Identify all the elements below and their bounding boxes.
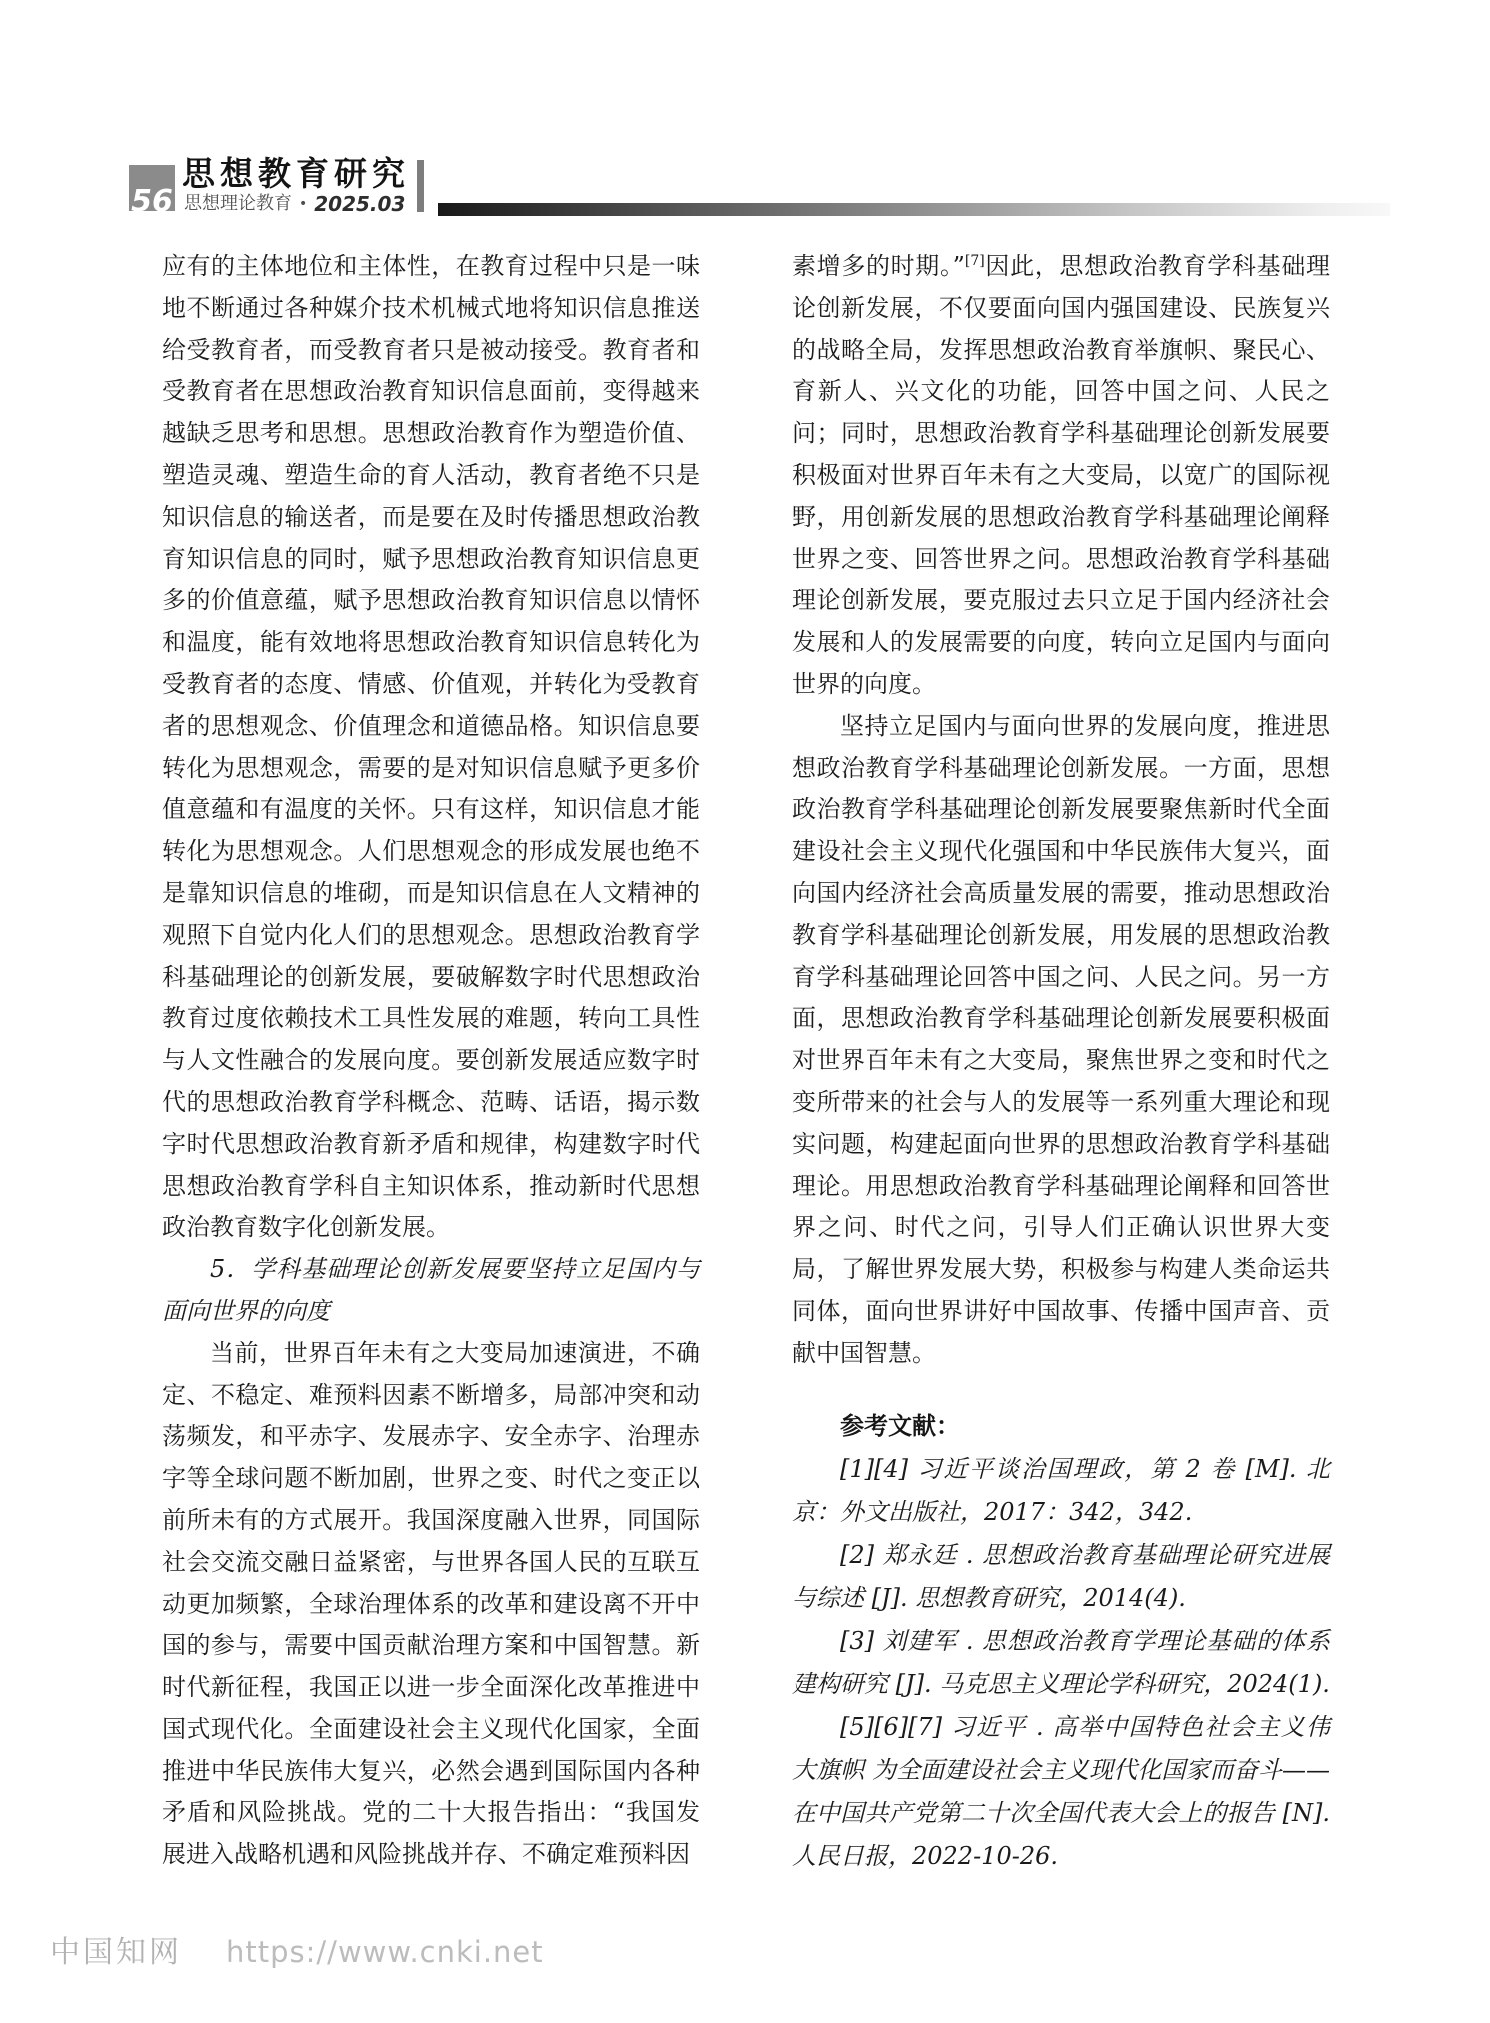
cnki-watermark: [50, 1935, 544, 1970]
cnki-site-name: 中国知网: [50, 1935, 182, 1970]
issue-number: 2025.03: [314, 192, 406, 216]
journal-title: 思想教育研究: [182, 154, 410, 193]
cnki-site-url: https://www.cnki.net: [226, 1935, 544, 1969]
text-before-footnote: 素增多的时期。”: [792, 252, 965, 280]
right-column: [792, 246, 1330, 1878]
left-column: [162, 246, 700, 1876]
bullet-separator-icon: •: [299, 196, 308, 212]
text-after-footnote: 因此，思想政治教育学科基础理论创新发展，不仅要面向国内强国建设、民族复兴的战略全局，发挥思想政治教育举旗帜、聚民心、育新人、兴文化的功能，回答中国之问、人民之问；同时，思想政治教育学科基础理论创新发展要积极面对世界百年未有之大变局，以宽广的国际视野，用创新发展的思想政治教育学科基础理论阐释世界之变、回答世界之问。思想政治教育学科基础理论创新发展，要克服过去只立足于国内经济社会发展和人的发展需要的向度，转向立足国内与面向世界的向度。: [792, 252, 1330, 698]
reference-entry: [3] 刘建军 . 思想政治教育学理论基础的体系建构研究 [J]. 马克思主义理论学科研究，2024(1).: [792, 1626, 1330, 1698]
page-number: 56: [131, 184, 173, 219]
journal-subtitle-row: [184, 194, 405, 214]
page-number-badge: [129, 165, 175, 219]
body-paragraph: 坚持立足国内与面向世界的发展向度，推进思想政治教育学科基础理论创新发展。一方面，思想政治教育学科基础理论创新发展要聚焦新时代全面建设社会主义现代化强国和中华民族伟大复兴，面向国内经济社会高质量发展的需要，推动思想政治教育学科基础理论创新发展，用发展的思想政治教育学科基础理论回答中国之问、人民之问。另一方面，思想政治教育学科基础理论创新发展要积极面对世界百年未有之大变局，聚焦世界之变和时代之变所带来的社会与人的发展等一系列重大理论和现实问题，构建起面向世界的思想政治教育学科基础理论。用思想政治教育学科基础理论阐释和回答世界之问、时代之问，引导人们正确认识世界大变局，了解世界发展大势，积极参与构建人类命运共同体，面向世界讲好中国故事、传播中国声音、贡献中国智慧。: [792, 711, 1330, 1367]
reference-entry: [2] 郑永廷 . 思想政治教育基础理论研究进展与综述 [J]. 思想教育研究，2014(4).: [792, 1540, 1330, 1612]
references-section: [792, 1405, 1330, 1878]
title-divider-bar: [417, 160, 424, 212]
footnote-marker: [7]: [964, 253, 985, 269]
body-paragraph-continuation: [792, 246, 1330, 706]
references-heading: 参考文献：: [840, 1411, 960, 1440]
section-heading-5: 5．学科基础理论创新发展要坚持立足国内与面向世界的向度: [162, 1255, 700, 1325]
body-paragraph: 当前，世界百年未有之大变局加速演进，不确定、不稳定、难预料因素不断增多，局部冲突和动荡频发，和平赤字、发展赤字、安全赤字、治理赤字等全球问题不断加剧，世界之变、时代之变正以前所未有的方式展开。我国深度融入世界，同国际社会交流交融日益紧密，与世界各国人民的互联互动更加频繁，全球治理体系的改革和建设离不开中国的参与，需要中国贡献治理方案和中国智慧。新时代新征程，我国正以进一步全面深化改革推进中国式现代化。全面建设社会主义现代化国家，全面推进中华民族伟大复兴，必然会遇到国际国内各种矛盾和风险挑战。党的二十大报告指出：“我国发展进入战略机遇和风险挑战并存、不确定难预料因: [162, 1338, 700, 1869]
header-gradient-rule: [438, 203, 1390, 216]
reference-entry: [5][6][7] 习近平 . 高举中国特色社会主义伟大旗帜 为全面建设社会主义现代化国家而奋斗——在中国共产党第二十次全国代表大会上的报告 [N]. 人民日报，2022-10-26.: [792, 1712, 1330, 1870]
reference-entry: [1][4] 习近平谈治国理政，第 2 卷 [M]. 北京：外文出版社，2017：342，342.: [792, 1454, 1330, 1526]
journal-subtitle: 思想理论教育: [184, 193, 292, 214]
body-paragraph-continuation: 应有的主体地位和主体性，在教育过程中只是一味地不断通过各种媒介技术机械式地将知识信息推送给受教育者，而受教育者只是被动接受。教育者和受教育者在思想政治教育知识信息面前，变得越来越缺乏思考和思想。思想政治教育作为塑造价值、塑造灵魂、塑造生命的育人活动，教育者绝不只是知识信息的输送者，而是要在及时传播思想政治教育知识信息的同时，赋予思想政治教育知识信息更多的价值意蕴，赋予思想政治教育知识信息以情怀和温度，能有效地将思想政治教育知识信息转化为受教育者的态度、情感、价值观，并转化为受教育者的思想观念、价值理念和道德品格。知识信息要转化为思想观念，需要的是对知识信息赋予更多价值意蕴和有温度的关怀。只有这样，知识信息才能转化为思想观念。人们思想观念的形成发展也绝不是靠知识信息的堆砌，而是知识信息在人文精神的观照下自觉内化人们的思想观念。思想政治教育学科基础理论的创新发展，要破解数字时代思想政治教育过度依赖技术工具性发展的难题，转向工具性与人文性融合的发展向度。要创新发展适应数字时代的思想政治教育学科概念、范畴、话语，揭示数字时代思想政治教育新矛盾和规律，构建数字时代思想政治教育学科自主知识体系，推动新时代思想政治教育数字化创新发展。: [162, 252, 700, 1242]
